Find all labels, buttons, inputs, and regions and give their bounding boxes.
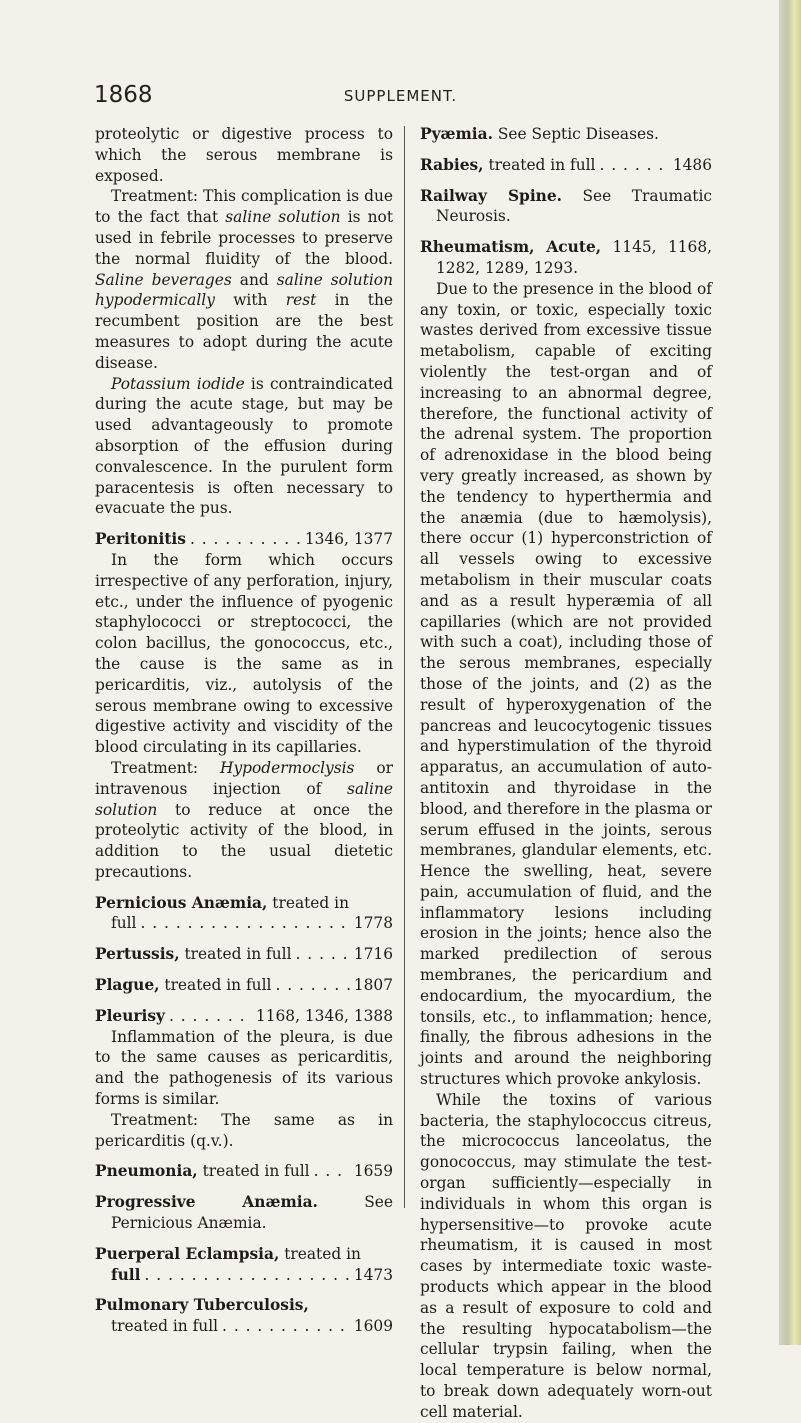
entry-pernicious-anaemia: Pernicious Anæmia, treated in full . . . 1778 bbox=[95, 893, 393, 935]
column-divider bbox=[404, 126, 405, 1208]
entry-pages: 1346, 1377 bbox=[304, 530, 393, 549]
entry-heading: Peritonitis bbox=[95, 530, 186, 549]
page-header bbox=[0, 82, 801, 112]
page-number: 1868 bbox=[94, 82, 153, 108]
entry-progressive-anaemia: Progressive Anæmia. See Pernicious Anæmia. bbox=[95, 1193, 394, 1233]
entry-pneumonia: Pneumonia, treated in full . . . 1659 bbox=[95, 1161, 393, 1182]
page-edge bbox=[779, 0, 801, 1345]
potassium-paragraph: Potassium iodide is contraindicated during the acute stage, but may be used advantageously to promote absorption of the effusion during convalescence. In the purulent form paracentesis is often necessary to evacuate the pus. bbox=[95, 374, 394, 518]
treatment-paragraph: Treatment: This complication is due to the fact that saline solution is not used in febrile processes to preserve the normal fluidity of the blood. Saline beverages and saline solution hypodermically with rest in the recumbent position are the best measures to adopt during the acute disease. bbox=[95, 187, 394, 372]
entry-railway-spine: Railway Spine. See Traumatic Neurosis. bbox=[420, 186, 712, 226]
entry-rabies: Rabies, treated in full . . . 1486 bbox=[420, 155, 712, 176]
continued-paragraph: proteolytic or digestive process to which the serous membrane is exposed. bbox=[95, 125, 393, 185]
right-column bbox=[420, 124, 712, 1423]
entry-pulmonary-tuberculosis: Pulmonary Tuberculosis, treated in full . . . 1609 bbox=[95, 1295, 393, 1337]
entry-pyaemia: Pyæmia. See Septic Diseases. bbox=[420, 125, 659, 143]
entry-puerperal-eclampsia: Puerperal Eclampsia, treated in full . . . 1473 bbox=[95, 1244, 393, 1286]
running-title: SUPPLEMENT. bbox=[343, 87, 458, 105]
entry-pertussis: Pertussis, treated in full . . . 1716 bbox=[95, 944, 393, 965]
entry-rheumatism-acute: Rheumatism, Acute, 1145, 1168, 1282, 1289, 1293. Due to the presence in the blood of any toxin, or toxic, especially toxic wastes derived from excessive tissue metabolism, capable of exciting violently the test-organ and of increasing to an abnormal degree, therefore, the functional activity of the adrenal system. The proportion of adrenoxidase in the blood being very greatly increased, as shown by the tendency to hyperthermia and the anæmia (due to hæmolysis), there occur (1) hyperconstriction of all vessels owing to excessive metabolism in their muscular coats and as a result hyperæmia of all capillaries (which are not provided with such a coat), including those of the serous membranes, especially those of the joints, and (2) as the result of hyperoxygenation of the pancreas and leucocytogenic tissues and hyperstimulation of the thyroid apparatus, an accumulation of auto-antitoxin and thyroidase in the blood, and therefore in the plasma or serum effused in the joints, serous membranes, glandular elements, etc. Hence the swelling, heat, severe pain, accumulation of fluid, and the inflammatory lesions including erosion in the joints; hence also the marked predilection of serous membranes, the pericardium and endocardium, the myocardium, the tonsils, etc., to inflammation; hence, finally, the fibrous adhesions in the joints and around the neighboring structures which provoke ankylosis. While the toxins of various bacteria, the staphylococcus citreus, the micrococcus lanceolatus, the gonococcus, may stimulate the test-organ sufficiently—especially in individuals in whom this organ is hypersensitive—to provoke acute rheumatism, it is caused in most cases by intermediate toxic waste-products which appear in the blood as a result of exposure to cold and the resulting hypocatabolism—the cellular trypsin failing, when the local temperature is below normal, to break down adequately worn-out cell material. bbox=[420, 238, 713, 1421]
entry-peritonitis: Peritonitis . . . 1346, 1377 In the form which occurs irrespective of any perforation, injury, etc., under the influence of pyogenic staphylococci or streptococci, the colon bacillus, the gonococcus, etc., the cause is the same as in pericarditis, viz., autolysis of the serous membrane owing to excessive digestive activity and viscidity of the blood circulating in its capillaries. Treatment: Hypodermoclysis or intravenous injection of saline solution to reduce at once the proteolytic activity of the blood, in addition to the usual dietetic precautions. bbox=[95, 529, 393, 883]
entry-pleurisy: Pleurisy . . . 1168, 1346, 1388 Inflammation of the pleura, is due to the same causes as pericarditis, and the pathogenesis of its various forms is similar. Treatment: The same as in pericarditis (q.v.). bbox=[95, 1006, 393, 1152]
left-column bbox=[95, 124, 393, 1337]
entry-plague: Plague, treated in full . . . 1807 bbox=[95, 975, 393, 996]
